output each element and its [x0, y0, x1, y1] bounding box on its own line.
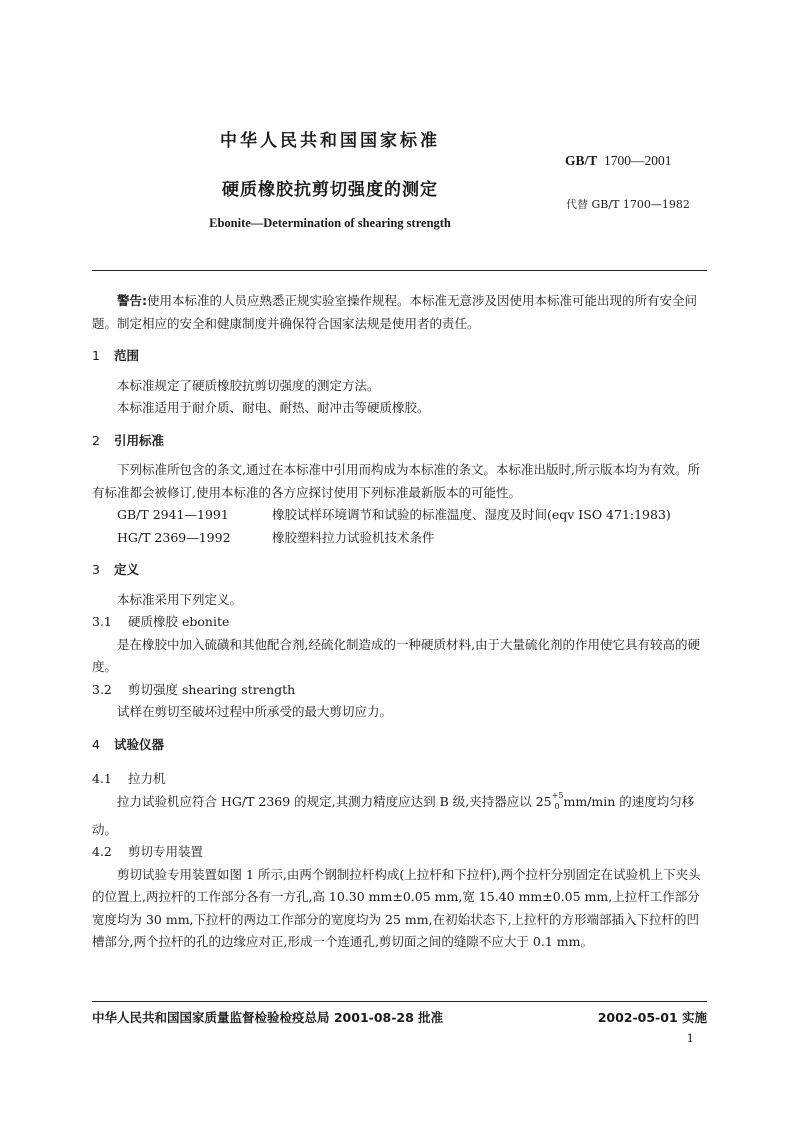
- clause-3-1-heading: [92, 611, 707, 634]
- warning-paragraph: [92, 290, 707, 335]
- footer-divider: [92, 1001, 707, 1002]
- clause-4-1-text-a: 拉力试验机应符合 HG/T 2369 的规定,其测力精度应达到 B 级,夹持器应以 25: [117, 793, 552, 809]
- clause-4-2-text: 剪切试验专用装置如图 1 所示,由两个钢制拉杆构成(上拉杆和下拉杆),两个拉杆分别固定在试验机上下夹头的位置上,两拉杆的工作部分各有一方孔,高 10.30 mm±0.05 mm,宽 15.40 mm±0.05 mm,上拉杆工作部分宽度均为 30 mm,下拉杆的两边工作部分的宽度均为 25 mm,在初始状态下,上拉杆的方形端部插入下拉杆的凹槽部分,两个拉杆的孔的边缘应对正,形成一个连通孔,剪切面之间的缝隙不应大于 0.1 mm。: [92, 866, 701, 949]
- page-number: 1: [686, 1031, 694, 1045]
- reference-code: HG/T 2369—1992: [117, 529, 231, 545]
- clause-term: 剪切专用装置: [128, 844, 204, 859]
- reference-code: GB/T 2941—1991: [117, 507, 229, 522]
- clause-4-1-text-b: mm/min 的速度均匀移动。: [92, 793, 695, 837]
- clause-number: 4.2: [92, 844, 112, 859]
- section-title: 范围: [114, 348, 140, 363]
- section-title: 试验仪器: [114, 736, 165, 752]
- warning-text: 使用本标准的人员应熟悉正规实验室操作规程。本标准无意涉及因使用本标准可能出现的所有安全问题。制定相应的安全和健康制度并确保符合国家法规是使用者的责任。: [92, 293, 698, 331]
- clause-number: 3.1: [92, 614, 112, 629]
- reference-item: [92, 527, 707, 550]
- clause-number: 3.2: [92, 681, 112, 697]
- reference-item: [92, 504, 707, 527]
- document-body: [92, 290, 707, 954]
- section-number: 2: [92, 432, 100, 448]
- section-title: 引用标准: [114, 432, 165, 448]
- standard-code: [565, 153, 672, 169]
- section-1-paragraph-1: 本标准规定了硬质橡胶抗剪切强度的测定方法。: [117, 377, 380, 393]
- clause-term: 拉力机: [128, 771, 166, 786]
- standard-code-prefix: GB/T: [565, 153, 598, 168]
- section-heading-3: [92, 559, 707, 582]
- issuer-approval: 中华人民共和国国家质量监督检验检疫总局 2001-08-28 批准: [92, 1010, 444, 1025]
- clause-term: 硬质橡胶 ebonite: [128, 614, 230, 629]
- section-heading-4: [92, 734, 707, 757]
- tolerance-upper: +5: [551, 791, 564, 801]
- effective-date: 2002-05-01 实施: [597, 1010, 707, 1025]
- reference-title: 橡胶试样环境调节和试验的标准温度、湿度及时间(eqv ISO 471:1983): [272, 507, 671, 522]
- section-2-paragraph-1: 下列标准所包含的条文,通过在本标准中引用而构成为本标准的条文。本标准出版时,所示版本均为有效。所有标准都会被修订,使用本标准的各方应探讨使用下列标准最新版本的可能性。: [92, 462, 700, 500]
- reference-title: 橡胶塑料拉力试验机技术条件: [272, 529, 435, 545]
- clause-4-2-heading: [92, 841, 707, 864]
- section-number: 1: [92, 348, 100, 363]
- clause-3-2-text: 试样在剪切至破坏过程中所承受的最大剪切应力。: [117, 704, 393, 719]
- section-number: 4: [92, 736, 100, 752]
- replaces-note: 代替 GB/T 1700—1982: [566, 198, 690, 211]
- clause-4-1-heading: [92, 768, 707, 791]
- section-3-intro: 本标准采用下列定义。: [117, 591, 243, 607]
- section-number: 3: [92, 562, 100, 577]
- clause-4-1-text: [92, 791, 707, 842]
- clause-number: 4.1: [92, 771, 112, 786]
- section-title: 定义: [114, 562, 140, 577]
- standard-code-number: 1700—2001: [604, 153, 672, 168]
- header-divider: [92, 270, 707, 271]
- section-heading-1: [92, 345, 707, 368]
- clause-3-2-heading: [92, 679, 707, 702]
- standard-title-cn: 硬质橡胶抗剪切强度的测定: [222, 180, 438, 200]
- national-standard-title: 中华人民共和国国家标准: [220, 131, 440, 151]
- section-heading-2: [92, 430, 707, 453]
- warning-label: 警告:: [117, 293, 147, 308]
- clause-term: 剪切强度 shearing strength: [128, 681, 296, 697]
- clause-3-1-text: 是在橡胶中加入硫磺和其他配合剂,经硫化制造成的一种硬质材料,由于大量硫化剂的作用使它具有较高的硬度。: [92, 636, 700, 674]
- section-1-paragraph-2: 本标准适用于耐介质、耐电、耐热、耐冲击等硬质橡胶。: [117, 400, 430, 415]
- tolerance-lower: 0: [554, 802, 560, 811]
- standard-title-en: Ebonite—Determination of shearing strength: [209, 216, 451, 230]
